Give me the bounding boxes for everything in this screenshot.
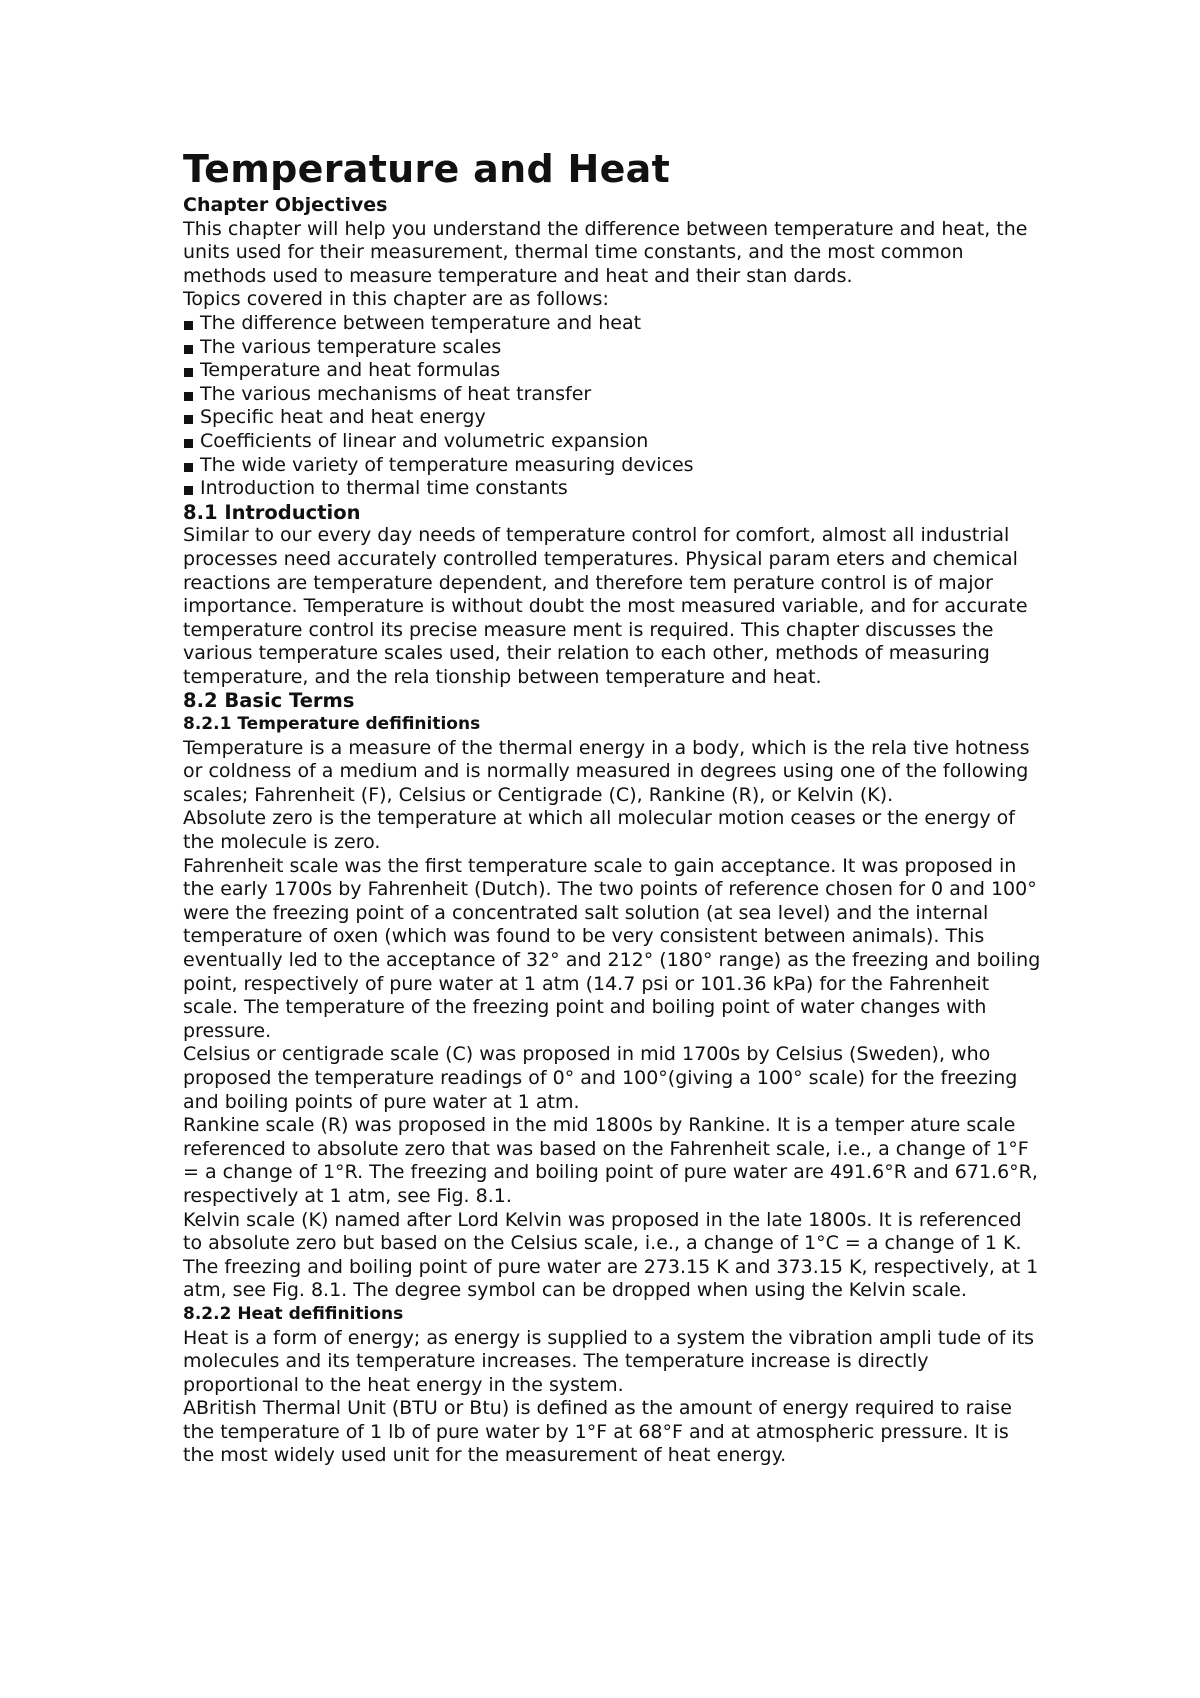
topic-text: The various temperature scales [200, 335, 502, 358]
list-item [183, 477, 1043, 501]
bullet-square-icon [184, 392, 193, 401]
absolute-zero-paragraph: Absolute zero is the temperature at which all molecular motion ceases or the energy of the molecule is zero. [183, 807, 1015, 854]
list-item [183, 430, 1043, 454]
topic-text: The difference between temperature and heat [200, 311, 642, 334]
celsius-paragraph: Celsius or centigrade scale (C) was proposed in mid 1700s by Celsius (Sweden), who proposed the temperature readings of 0° and 100°(giving a 100° scale) for the freezing and boiling points of pure water at 1 atm. [183, 1043, 1018, 1113]
topics-list [183, 312, 1043, 501]
bullet-square-icon [184, 463, 193, 472]
topic-text: Introduction to thermal time constants [200, 477, 568, 500]
rankine-paragraph: Rankine scale (R) was proposed in the mid 1800s by Rankine. It is a temper ature scale referenced to absolute zero that was based on the Fahrenheit scale, i.e., a change of 1°F = a change of 1°R. The freezing and boiling point of pure water are 491.6°R and 671.6°R, respectively at 1 atm, see Fig. 8.1. [183, 1114, 1038, 1207]
topics-intro: Topics covered in this chapter are as follows: [183, 288, 609, 311]
list-item [183, 336, 1043, 360]
topic-text: Temperature and heat formulas [200, 359, 501, 382]
bullet-square-icon [184, 415, 193, 424]
section-heading-basic-terms: 8.2 Basic Terms [183, 689, 355, 713]
topic-text: The wide variety of temperature measuring devices [200, 453, 694, 476]
section-heading-introduction: 8.1 Introduction [183, 500, 361, 524]
list-item [183, 312, 1043, 336]
list-item [183, 454, 1043, 478]
btu-paragraph: ABritish Thermal Unit (BTU or Btu) is defined as the amount of energy required to raise the temperature of 1 lb of pure water by 1°F at 68°F and at atmospheric pressure. It is the most widely used unit for the measurement of heat energy. [183, 1397, 1012, 1467]
bullet-square-icon [184, 345, 193, 354]
kelvin-paragraph: Kelvin scale (K) named after Lord Kelvin was proposed in the late 1800s. It is referenced to absolute zero but based on the Celsius scale, i.e., a change of 1°C = a change of 1 K. The freezing and boiling point of pure water are 273.15 K and 373.15 K, respectively, at 1 atm, see Fig. 8.1. The degree symbol can be dropped when using the Kelvin scale. [183, 1208, 1039, 1302]
list-item [183, 406, 1043, 430]
subsection-heading-temperature-definitions: 8.2.1 Temperature defifinitions [183, 714, 481, 735]
page-title: Temperature and Heat [183, 147, 671, 191]
bullet-square-icon [184, 321, 193, 330]
bullet-square-icon [184, 486, 193, 495]
heat-definition-paragraph: Heat is a form of energy; as energy is supplied to a system the vibration ampli tude of its molecules and its temperature increases. The temperature increase is directly proportional to the heat energy in the system. [183, 1326, 1035, 1396]
bullet-square-icon [184, 368, 193, 377]
list-item [183, 383, 1043, 407]
bullet-square-icon [184, 439, 193, 448]
topic-text: Specific heat and heat energy [200, 406, 486, 429]
fahrenheit-paragraph: Fahrenheit scale was the first temperature scale to gain acceptance. It was proposed in the early 1700s by Fahrenheit (Dutch). The two points of reference chosen for 0 and 100° were the freezing point of a concentrated salt solution (at sea level) and the internal temperature of oxen (which was found to be very consistent between animals). This eventually led to the acceptance of 32° and 212° (180° range) as the freezing and boiling point, respectively of pure water at 1 atm (14.7 psi or 101.36 kPa) for the Fahrenheit scale. The temperature of the freezing point and boiling point of water changes with pressure. [183, 854, 1041, 1042]
document-page [183, 146, 1043, 1468]
list-item [183, 359, 1043, 383]
introduction-paragraph: Similar to our every day needs of temperature control for comfort, almost all industrial processes need accurately controlled temperatures. Physical param eters and chemical reactions are temperature dependent, and therefore tem perature control is of major importance. Temperature is without doubt the most measured variable, and for accurate temperature control its precise measure ment is required. This chapter discusses the various temperature scales used, their relation to each other, methods of measuring temperature, and the rela tionship between temperature and heat. [183, 524, 1028, 688]
temperature-definition-paragraph: Temperature is a measure of the thermal energy in a body, which is the rela tive hotness or coldness of a medium and is normally measured in degrees using one of the following scales; Fahrenheit (F), Celsius or Centigrade (C), Rankine (R), or Kelvin (K). [183, 736, 1030, 806]
topic-text: The various mechanisms of heat transfer [200, 382, 592, 405]
objectives-paragraph: This chapter will help you understand the difference between temperature and heat, the units used for their measurement, thermal time constants, and the most common methods used to measure temperature and heat and their stan dards. [183, 217, 1028, 287]
objectives-heading: Chapter Objectives [183, 194, 388, 216]
topic-text: Coefficients of linear and volumetric expansion [200, 429, 649, 452]
subsection-heading-heat-definitions: 8.2.2 Heat defifinitions [183, 1303, 404, 1324]
